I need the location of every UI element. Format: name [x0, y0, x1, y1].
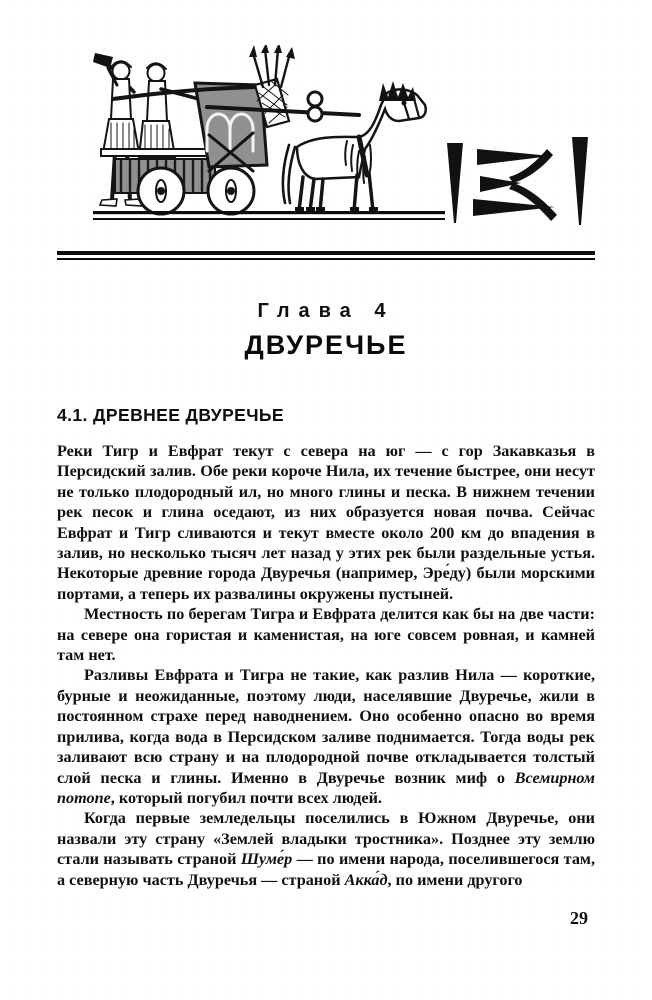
rein-rings-icon	[308, 92, 322, 121]
paragraph	[57, 441, 595, 604]
chariot-scene-drawing	[57, 45, 595, 235]
chapter-title: ДВУРЕЧЬЕ	[244, 330, 408, 360]
page-number: 29	[570, 908, 588, 928]
paragraph	[57, 808, 595, 890]
section-heading: 4.1. ДРЕВНЕЕ ДВУРЕЧЬЕ	[57, 405, 284, 425]
header-illustration	[57, 45, 595, 235]
italic-term: Всемирном потопе	[57, 768, 595, 807]
text-run: Разливы Евфрата и Тигра не такие, как разлив Нила — короткие, бурные и неожиданные, поэтому люди, населявшие Двуречье, жили в постоянном страхе перед наводнением. Оно особенно опасно во время прилива, когда вода в Персидском заливе поднимается. Тогда воды рек заливают всю страну и на плодородной почве откладывается толстый слой песка и глины. Именно в Двуречье возник миф о	[57, 666, 595, 787]
body-text	[57, 441, 595, 890]
text-run: — по имени народа, поселившегося там, а северную часть Двуречья — страной	[57, 850, 595, 889]
italic-term: Акка́д	[344, 870, 388, 889]
text-run: , по имени другого	[387, 870, 523, 889]
chapter-kicker: Глава 4	[257, 300, 395, 322]
text-run: Когда первые земледельцы поселились в Южном Двуречье, они назвали эту страну «Землей владыки тростника». Позднее эту землю стали называть страной	[57, 809, 595, 869]
text-run: , который погубил почти всех людей.	[110, 788, 382, 807]
italic-term: Шуме́р	[240, 850, 293, 869]
paragraph	[57, 665, 595, 808]
paragraph	[57, 604, 595, 665]
horse-icon	[283, 81, 426, 212]
ground-line	[93, 211, 445, 220]
text-run: Местность по берегам Тигра и Евфрата делится как бы на две части: на севере она гористая и каменистая, на юге совсем ровная, и камней там нет.	[57, 605, 595, 665]
double-rule-divider	[57, 251, 595, 260]
text-run: Реки Тигр и Евфрат текут с севера на юг — с гор Закавказья в Персидский залив. Обе реки короче Нила, их течение быстрее, они несут не только плодородный ил, но много глины и песка. В нижнем течении рек песок и глина оседают, из них образуется новая почва. Сейчас Евфрат и Тигр сливаются и текут вместе около 200 км до впадения в залив, но несколько тысяч лет назад у этих рек были раздельные устья. Некоторые древние города Двуречья (например, Эре́ду) были морскими портами, а теперь их развалины окружены пустыней.	[57, 442, 595, 603]
cuneiform-icon	[447, 137, 588, 225]
